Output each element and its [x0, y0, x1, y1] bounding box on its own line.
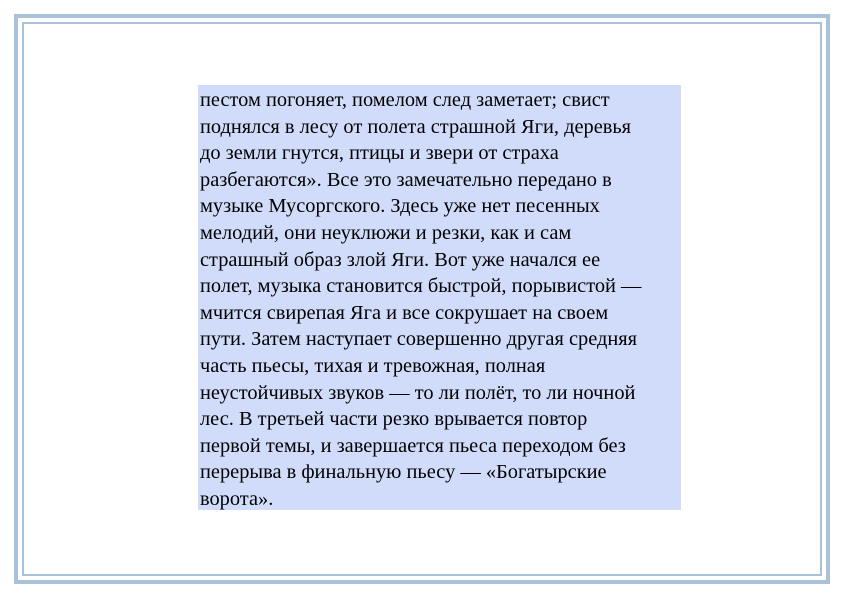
body-paragraph: пестом погоняет, помелом след заметает; свист поднялся в лесу от полета страшной Яги, деревья до земли гнутся, птицы и звери от страха разбегаются». Все это замечательно передано в музыке Мусоргского. Здесь уже нет песенных мелодий, они неуклюжи и резки, как и сам страшный образ злой Яги. Вот уже начался ее полет, музыка становится быстрой, порывистой — мчится свирепая Яга и все сокрушает на своем пути. Затем наступает совершенно другая средняя часть пьесы, тихая и тревожная, полная неустойчивых звуков — то ли полёт, то ли ночной лес. В третьей части резко врывается повтор первой темы, и завершается пьеса переходом без перерыва в финальную пьесу — «Богатырские ворота».: [200, 89, 642, 510]
text-box: [198, 85, 681, 510]
